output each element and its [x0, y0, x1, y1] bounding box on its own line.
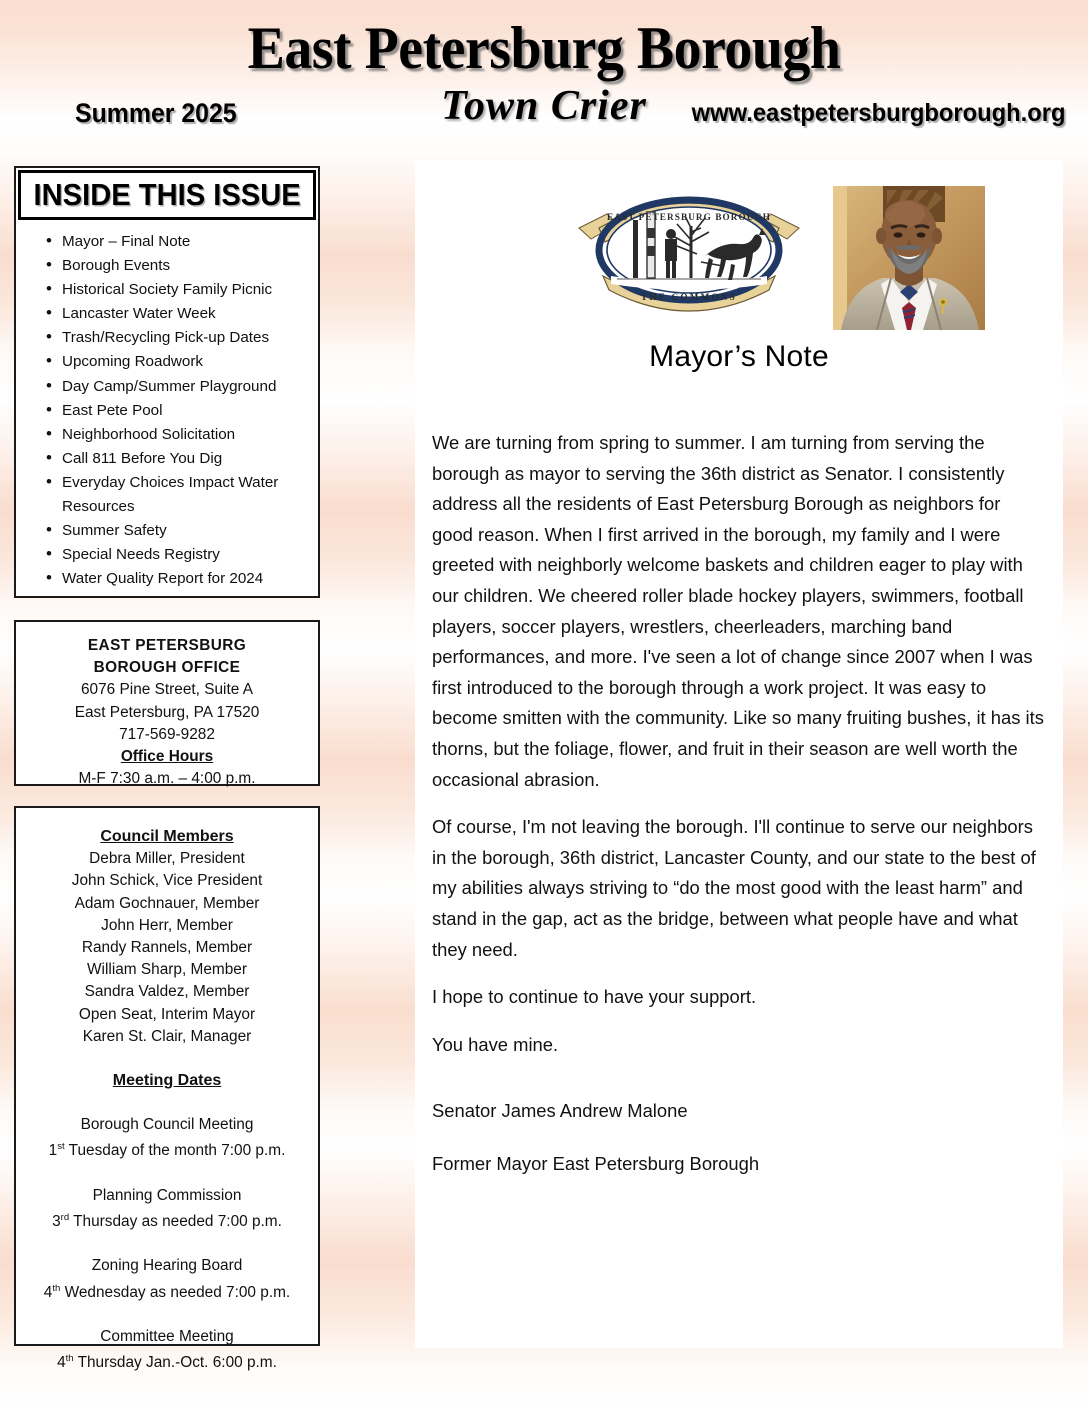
list-item: • Day Camp/Summer Playground	[46, 375, 310, 399]
council-members-heading: Council Members	[100, 828, 234, 845]
meeting-when: 4th Thursday Jan.-Oct. 6:00 p.m.	[57, 1353, 277, 1372]
section-spacer	[24, 1092, 310, 1114]
section-spacer	[24, 1048, 310, 1070]
list-item: • Water Quality Report for 2024	[46, 567, 310, 591]
section-spacer	[24, 1304, 310, 1326]
meeting-entry	[24, 1114, 310, 1163]
office-address-line2: East Petersburg, PA 17520	[74, 703, 260, 721]
meeting-name: Committee Meeting	[100, 1327, 234, 1345]
inside-this-issue-heading: INSIDE THIS ISSUE	[33, 177, 301, 212]
list-item: • Everyday Choices Impact Water Resources	[46, 471, 310, 518]
list-item: • Summer Safety	[46, 519, 310, 543]
mayors-note-heading: Mayor’s Note	[649, 340, 829, 373]
office-phone[interactable]: 717-569-9282	[119, 725, 215, 743]
office-name-line2: BOROUGH OFFICE	[93, 659, 241, 677]
office-hours-value: M-F 7:30 a.m. – 4:00 p.m.	[78, 770, 256, 788]
council-member: John Herr, Member	[101, 916, 233, 934]
seal-bottom-text: THE COMMONS	[641, 292, 737, 302]
seal-top-text: EAST PETERSBURG BOROUGH	[607, 212, 771, 222]
council-member: Open Seat, Interim Mayor	[78, 1005, 256, 1023]
list-item: • Mayor – Final Note	[46, 230, 310, 254]
section-spacer	[24, 1163, 310, 1185]
ordinal-suffix: rd	[60, 1211, 70, 1223]
borough-seal-icon	[573, 184, 805, 314]
meeting-name: Zoning Hearing Board	[91, 1257, 243, 1275]
letter-paragraph: Of course, I'm not leaving the borough. I'll continue to serve our neighbors in the borough, 36th district, Lancaster County, and our state to the best of my abilities always striving to “do the most good with the least harm” and stand in the gap, act as the bridge, between what people have and what they need.	[432, 816, 1036, 960]
council-member: William Sharp, Member	[87, 961, 247, 979]
list-item: • Neighborhood Solicitation	[46, 423, 310, 447]
masthead	[0, 0, 1088, 152]
borough-office-details	[16, 622, 318, 790]
office-address-line1: 6076 Pine Street, Suite A	[81, 681, 253, 699]
list-item: • Lancaster Water Week	[46, 302, 310, 326]
inside-this-issue-box	[14, 166, 320, 598]
ordinal-suffix: st	[57, 1141, 65, 1153]
council-members-section	[16, 808, 318, 1374]
meeting-name: Planning Commission	[92, 1186, 242, 1204]
section-spacer	[24, 1233, 310, 1255]
meeting-entry	[24, 1255, 310, 1304]
meeting-dates-heading: Meeting Dates	[112, 1072, 222, 1090]
letter-paragraph: We are turning from spring to summer. I am turning from serving the borough as mayor to serving the 36th district as Senator. I consistently address all the residents of East Petersburg Borough as neighbors for good reason. When I first arrived in the borough, my family and I were greeted with neighborly welcome baskets and children eager to play with our children. We cheered roller blade hockey players, swimmers, football players, soccer players, wrestlers, cheerleaders, marching band performances, and more. I've seen a lot of change since 2007 when I was first introduced to the borough through a work project. It was easy to become smitten with the community. Like so many fruiting bushes, it has its thorns, but the foliage, flower, and fruit in their season are well worth the occasional abrasion.	[432, 432, 1044, 790]
mayor-portrait-photo	[833, 186, 985, 330]
council-and-meetings-box	[14, 806, 320, 1372]
page-title: East Petersburg Borough	[247, 15, 841, 81]
letter-paragraph: You have mine.	[432, 1033, 559, 1055]
meeting-entry	[24, 1185, 310, 1234]
council-member: Adam Gochnauer, Member	[74, 894, 260, 912]
mayors-letter-body	[432, 428, 1044, 1179]
list-item: • Historical Society Family Picnic	[46, 278, 310, 302]
main-content-panel	[415, 160, 1063, 1348]
office-hours-heading: Office Hours	[120, 748, 214, 766]
list-item: • Borough Events	[46, 254, 310, 278]
list-item: • East Pete Pool	[46, 399, 310, 423]
list-item: • Special Needs Registry	[46, 543, 310, 567]
signature-name: Senator James Andrew Malone	[432, 1100, 688, 1122]
website-url[interactable]: www.eastpetersburgborough.org	[692, 99, 1066, 127]
list-item: • Call 811 Before You Dig	[46, 447, 310, 471]
ordinal-suffix: th	[65, 1353, 74, 1365]
council-member: Randy Rannels, Member	[81, 939, 253, 957]
meeting-when: 4th Wednesday as needed 7:00 p.m.	[43, 1282, 291, 1301]
inside-this-issue-header	[18, 170, 316, 220]
table-of-contents-list	[16, 230, 318, 590]
list-item: • Trash/Recycling Pick-up Dates	[46, 326, 310, 350]
newsletter-subtitle: Town Crier	[441, 83, 647, 129]
council-member: Sandra Valdez, Member	[84, 983, 250, 1001]
ordinal-suffix: th	[52, 1282, 61, 1294]
office-name-line1: EAST PETERSBURG	[87, 637, 247, 654]
meeting-name: Borough Council Meeting	[80, 1116, 254, 1134]
council-member: Karen St. Clair, Manager	[82, 1027, 252, 1045]
council-member: Debra Miller, President	[89, 850, 245, 868]
meeting-when: 3rd Thursday as needed 7:00 p.m.	[52, 1211, 282, 1231]
council-member: John Schick, Vice President	[71, 872, 263, 890]
list-item: • Upcoming Roadwork	[46, 350, 310, 374]
letter-paragraph: I hope to continue to have your support.	[432, 986, 757, 1008]
meeting-when: 1st Tuesday of the month 7:00 p.m.	[48, 1141, 286, 1160]
issue-date: Summer 2025	[75, 98, 237, 128]
meeting-entry	[24, 1326, 310, 1375]
borough-office-box	[14, 620, 320, 786]
signature-title: Former Mayor East Petersburg Borough	[432, 1152, 760, 1174]
